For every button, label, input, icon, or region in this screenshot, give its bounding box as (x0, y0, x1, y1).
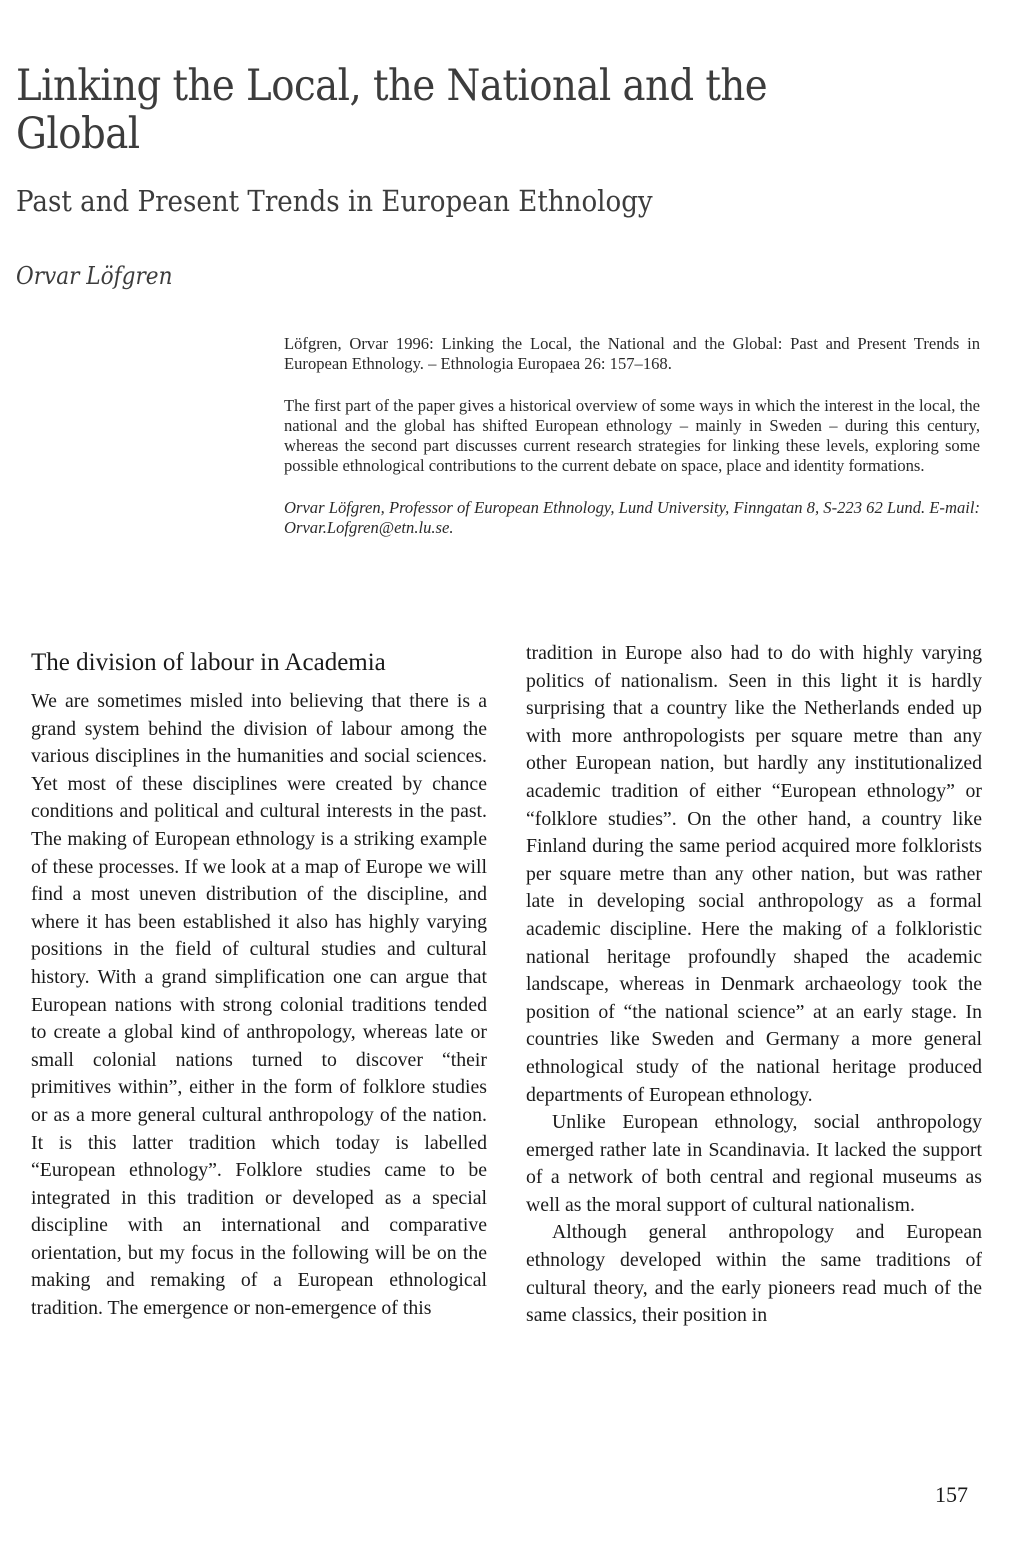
abstract-summary: The first part of the paper gives a historical overview of some ways in which the interest in the local, the national and the global has shifted European ethnology – mainly in Sweden – during this century, whereas the second part discusses current research strategies for linking these levels, exploring some possible ethnological contributions to the current debate on space, place and identity formations. (284, 396, 980, 475)
body-paragraph: We are sometimes misled into believing that there is a grand system behind the division of labour among the various disciplines in the humanities and social sciences. Yet most of these disciplines were created by chance conditions and political and cultural interests in the past. The making of European ethnology is a striking example of these processes. If we look at a map of Europe we will find a most uneven distribution of the discipline, and where it has been established it also has highly varying positions in the field of cultural studies and cultural history. With a grand simplification one can argue that European nations with strong colonial traditions tended to create a global kind of anthropology, whereas late or small colonial nations turned to discover “their primitives within”, either in the form of folklore studies or as a more general cultural anthropology of the nation. It is this latter tradition which today is labelled “European ethnology”. Folklore studies came to be integrated in this tradition or developed as a special discipline with an international and comparative orientation, but my focus in the following will be on the making and remaking of a European ethnological tradition. The emergence or non-emergence of this (31, 690, 487, 1320)
body-paragraph: tradition in Europe also had to do with highly varying politics of nationalism. Seen in this light it is hardly surprising that a country like the Netherlands ended up with more anthropologists per square metre than any other European nation, but hardly any institutionalized academic tradition of either “European ethnology” or “folklore studies”. On the other hand, a country like Finland during the same period acquired more folklorists per square metre than any other nation, but was rather late in developing social anthropology as a formal academic discipline. Here the making of a folkloristic national heritage profoundly shaped the academic landscape, whereas in Denmark archaeology took the position of “the national science” at an early stage. In countries like Sweden and Germany a more general ethnological study of the national heritage produced departments of European ethnology. (526, 642, 982, 1106)
right-column (526, 640, 982, 1330)
author-name: Orvar Löfgren (16, 262, 173, 290)
section-heading: The division of labour in Academia (31, 649, 386, 676)
citation: Löfgren, Orvar 1996: Linking the Local, the National and the Global: Past and Present Trends in European Ethnology. – Ethnologia Europaea 26: 157–168. (284, 334, 980, 373)
abstract-block (284, 334, 980, 538)
page-number: 157 (935, 1482, 968, 1507)
article-title: Linking the Local, the National and the Global (16, 61, 768, 159)
article-subtitle: Past and Present Trends in European Ethnology (16, 184, 653, 218)
author-affiliation: Orvar Löfgren, Professor of European Ethnology, Lund University, Finngatan 8, S-223 62 Lund. E-mail: Orvar.Lofgren@etn.lu.se. (284, 498, 980, 537)
left-column (31, 640, 487, 1323)
body-paragraph: Unlike European ethnology, social anthropology emerged rather late in Scandinavia. It lacked the support of a network of both central and regional museums as well as the moral support of cultural nationalism. (526, 1111, 982, 1216)
body-paragraph: Although general anthropology and European ethnology developed within the same traditions of cultural theory, and the early pioneers read much of the same classics, their position in (526, 1221, 982, 1327)
